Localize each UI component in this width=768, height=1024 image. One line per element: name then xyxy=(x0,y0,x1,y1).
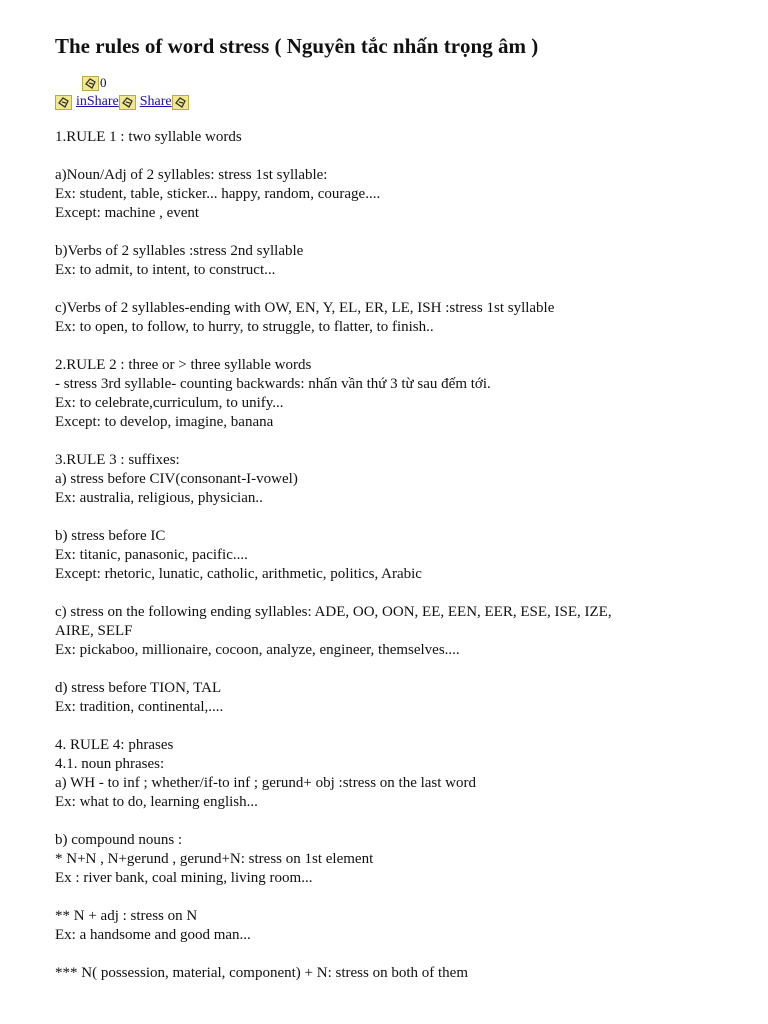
paragraph xyxy=(55,356,755,432)
share-links-row xyxy=(55,93,189,111)
text-line: Ex: to celebrate,curriculum, to unify... xyxy=(55,395,284,411)
text-line: 4. RULE 4: phrases xyxy=(55,737,174,753)
text-line: Ex : river bank, coal mining, living room... xyxy=(55,870,313,886)
text-line: AIRE, SELF xyxy=(55,623,133,639)
share-count: 0 xyxy=(100,75,107,90)
paragraph xyxy=(55,831,755,888)
paragraph xyxy=(55,299,755,337)
text-line: * N+N , N+gerund , gerund+N: stress on 1st element xyxy=(55,851,374,867)
text-line: 3.RULE 3 : suffixes: xyxy=(55,452,180,468)
text-line: b) compound nouns : xyxy=(55,832,183,848)
share-link[interactable]: Share xyxy=(139,94,172,109)
text-line: a) WH - to inf ; whether/if-to inf ; gerund+ obj :stress on the last word xyxy=(55,775,477,791)
paragraph xyxy=(55,242,755,280)
text-line: Except: machine , event xyxy=(55,205,200,221)
paragraph xyxy=(55,128,755,147)
text-line: Except: rhetoric, lunatic, catholic, arithmetic, politics, Arabic xyxy=(55,566,422,582)
text-line: - stress 3rd syllable- counting backwards: nhấn vần thứ 3 từ sau đếm tới. xyxy=(55,376,491,392)
text-line: a) stress before CIV(consonant-I-vowel) xyxy=(55,471,298,487)
text-line: Except: to develop, imagine, banana xyxy=(55,414,274,430)
text-line: a)Noun/Adj of 2 syllables: stress 1st syllable: xyxy=(55,167,328,183)
text-line: d) stress before TION, TAL xyxy=(55,680,222,696)
text-line: Ex: australia, religious, physician.. xyxy=(55,490,263,506)
text-line: Ex: what to do, learning english... xyxy=(55,794,258,810)
share-count-row xyxy=(82,74,107,92)
paragraph xyxy=(55,679,755,717)
paragraph xyxy=(55,603,755,660)
share-widget-icon[interactable] xyxy=(172,95,189,110)
text-line: *** N( possession, material, component) + N: stress on both of them xyxy=(55,965,468,981)
text-line: Ex: titanic, panasonic, pacific.... xyxy=(55,547,248,563)
text-line: Ex: pickaboo, millionaire, cocoon, analyze, engineer, themselves.... xyxy=(55,642,460,658)
share-widget-icon[interactable] xyxy=(55,95,72,110)
text-line: Ex: a handsome and good man... xyxy=(55,927,251,943)
text-line: Ex: to admit, to intent, to construct... xyxy=(55,262,276,278)
text-line: ** N + adj : stress on N xyxy=(55,908,198,924)
text-line: 2.RULE 2 : three or > three syllable words xyxy=(55,357,312,373)
share-widget-icon[interactable] xyxy=(82,76,99,91)
page-title: The rules of word stress ( Nguyên tắc nhấn trọng âm ) xyxy=(55,34,539,58)
text-line: c) stress on the following ending syllables: ADE, OO, OON, EE, EEN, EER, ESE, ISE, IZE, xyxy=(55,604,612,620)
paragraph xyxy=(55,527,755,584)
text-line: b)Verbs of 2 syllables :stress 2nd syllable xyxy=(55,243,304,259)
share-widget-icon[interactable] xyxy=(119,95,136,110)
inshare-link[interactable]: inShare xyxy=(76,94,119,109)
text-line: Ex: tradition, continental,.... xyxy=(55,699,224,715)
paragraph xyxy=(55,964,755,983)
document-body xyxy=(55,128,755,1002)
text-line: 1.RULE 1 : two syllable words xyxy=(55,129,242,145)
paragraph xyxy=(55,736,755,812)
paragraph xyxy=(55,166,755,223)
paragraph xyxy=(55,451,755,508)
text-line: b) stress before IC xyxy=(55,528,166,544)
paragraph xyxy=(55,907,755,945)
text-line: Ex: student, table, sticker... happy, random, courage.... xyxy=(55,186,381,202)
text-line: Ex: to open, to follow, to hurry, to struggle, to flatter, to finish.. xyxy=(55,319,434,335)
text-line: c)Verbs of 2 syllables-ending with OW, EN, Y, EL, ER, LE, ISH :stress 1st syllable xyxy=(55,300,555,316)
text-line: 4.1. noun phrases: xyxy=(55,756,165,772)
